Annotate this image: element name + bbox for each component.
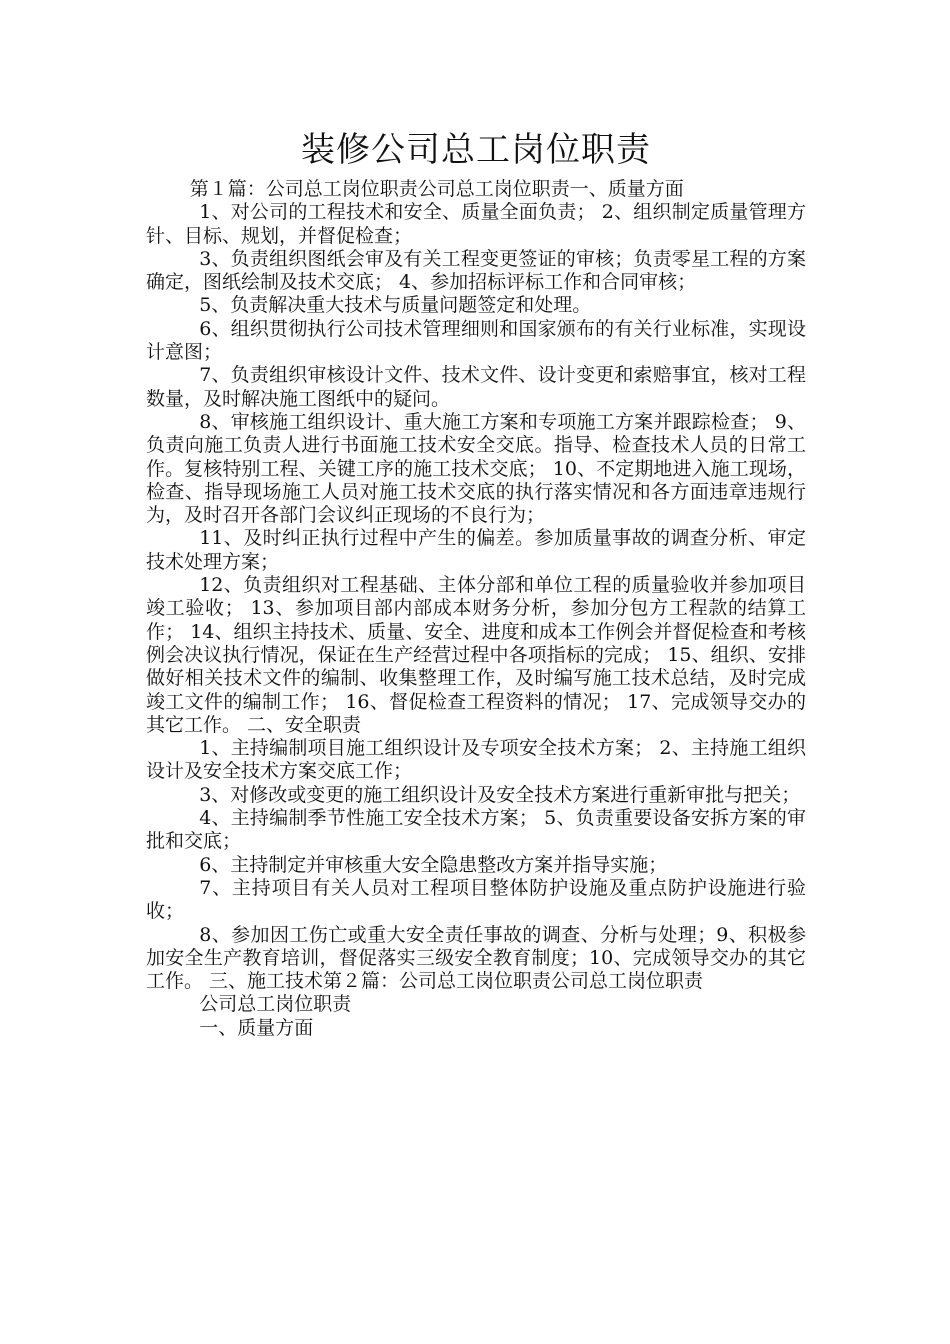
document-body: [146, 178, 806, 1040]
paragraph-13: 6、主持制定并审核重大安全隐患整改方案并指导实施；: [199, 853, 668, 876]
paragraph-9: 12、负责组织对工程基础、主体分部和单位工程的质量验收并参加项目竣工验收； 13、参加项目部内部成本财务分析，参加分包方工程款的结算工作； 14、组织主持技术、质量、安全、进度和成本工作例会并督促检查和考核例会决议执行情况，保证在生产经营过程中各项指标的完成； 15、组织、安排做好相关技术文件的编制、收集整理工作，及时编写施工技术总结，及时完成竣工文件的编制工作； 16、督促检查工程资料的情况； 17、完成领导交办的其它工作。 二、安全职责: [146, 574, 806, 736]
paragraph-4: 5、负责解决重大技术与质量问题签定和处理。: [199, 294, 592, 317]
paragraph-15: 8、参加因工伤亡或重大安全责任事故的调查、分析与处理；9、积极参加安全生产教育培训，督促落实三级安全教育制度；10、完成领导交办的其它工作。 三、施工技术第２篇：公司总工岗位职责公司总工岗位职责: [146, 923, 806, 993]
document-page: [146, 124, 806, 1040]
paragraph-3: 3、负责组织图纸会审及有关工程变更签证的审核；负责零星工程的方案确定，图纸绘制及技术交底； 4、参加招标评标工作和合同审核；: [146, 247, 806, 294]
paragraph-10: 1、主持编制项目施工组织设计及专项安全技术方案； 2、主持施工组织设计及安全技术方案交底工作；: [146, 737, 806, 783]
paragraph-7: 8、审核施工组织设计、重大施工方案和专项施工方案并跟踪检查； 9、负责向施工负责人进行书面施工技术安全交底。指导、检查技术人员的日常工作。复核特别工程、关键工序的施工技术交底； 10、不定期地进入施工现场，检查、指导现场施工人员对施工技术交底的执行落实情况和各方面违章违规行为，及时召开各部门会议纠正现场的不良行为；: [146, 410, 806, 527]
paragraph-17: 一、质量方面: [199, 1016, 314, 1039]
paragraph-11: 3、对修改或变更的施工组织设计及安全技术方案进行重新审批与把关；: [199, 783, 801, 806]
document-title: 装修公司总工岗位职责: [301, 130, 651, 170]
paragraph-14: 7、主持项目有关人员对工程项目整体防护设施及重点防护设施进行验收；: [146, 876, 806, 923]
paragraph-16: 公司总工岗位职责: [199, 993, 352, 1016]
paragraph-6: 7、负责组织审核设计文件、技术文件、设计变更和索赔事宜，核对工程数量，及时解决施工图纸中的疑问。: [146, 364, 806, 410]
paragraph-2: 1、对公司的工程技术和安全、质量全面负责； 2、组织制定质量管理方针、目标、规划，并督促检查；: [146, 201, 806, 247]
paragraph-5: 6、组织贯彻执行公司技术管理细则和国家颁布的有关行业标准，实现设计意图；: [146, 317, 806, 364]
paragraph-1: 第１篇：公司总工岗位职责公司总工岗位职责一、质量方面: [189, 178, 684, 200]
paragraph-12: 4、主持编制季节性施工安全技术方案； 5、负责重要设备安拆方案的审批和交底；: [146, 807, 806, 853]
paragraph-8: 11、及时纠正执行过程中产生的偏差。参加质量事故的调查分析、审定技术处理方案；: [146, 527, 806, 573]
